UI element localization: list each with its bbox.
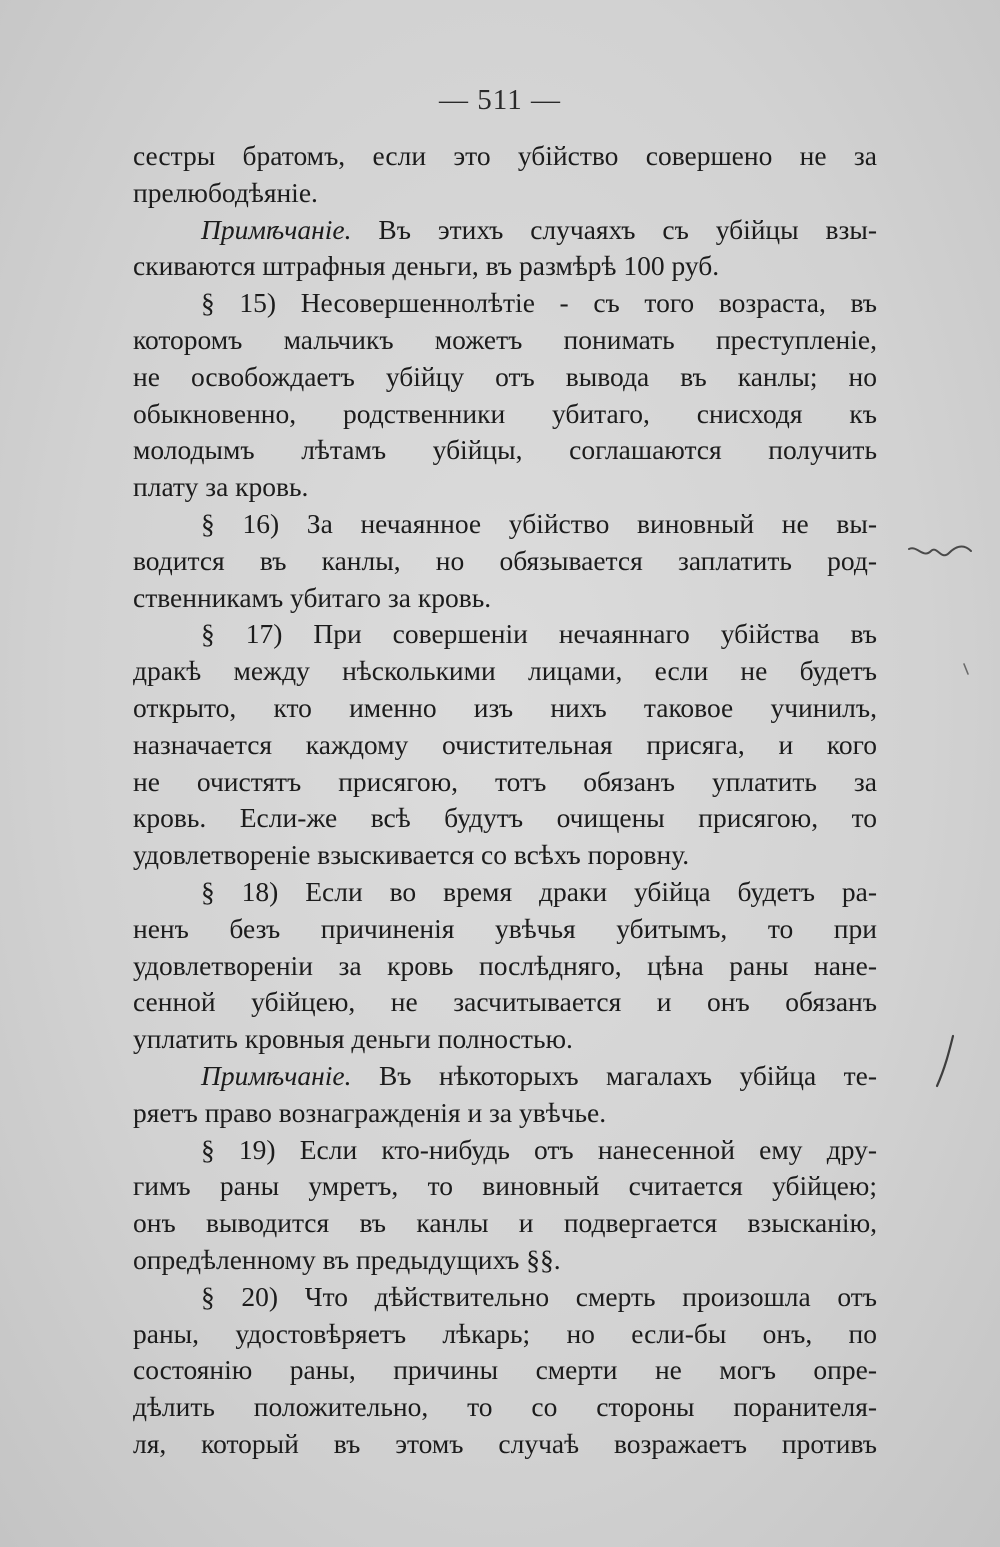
text-line — [133, 1205, 877, 1242]
text-line — [133, 469, 877, 506]
line-text: онъ выводится въ канлы и подвергается взысканію, — [133, 1207, 877, 1239]
line-text: § 18) Если во время драки убійца будетъ ра- — [201, 875, 877, 907]
line-text: кровь. Если-же всѣ будутъ очищены присягою, то — [133, 802, 877, 834]
text-line — [133, 690, 877, 727]
body-text — [133, 138, 877, 1463]
note-label: Примѣчаніе. — [201, 1059, 352, 1091]
text-line — [133, 948, 877, 985]
line-text: не освобождаетъ убійцу отъ вывода въ канлы; но — [133, 360, 877, 392]
line-text: назначается каждому очистительная присяга, и кого — [133, 728, 877, 760]
text-line — [133, 911, 877, 948]
line-text: не очистятъ присягою, тотъ обязанъ уплатить за — [133, 765, 877, 797]
text-line — [133, 1389, 877, 1426]
text-line — [133, 1058, 877, 1095]
line-text: ственникамъ убитаго за кровь. — [133, 581, 492, 613]
text-line — [133, 837, 877, 874]
line-text: обыкновенно, родственники убитаго, снисходя къ — [133, 397, 877, 429]
text-line — [133, 653, 877, 690]
line-text: Въ этихъ случаяхъ съ убійцы взы- — [351, 213, 877, 245]
note-label: Примѣчаніе. — [201, 213, 352, 245]
text-line — [133, 1352, 877, 1389]
text-line — [133, 1316, 877, 1353]
line-text: сестры братомъ, если это убійство совершено не за — [133, 140, 877, 171]
text-line — [133, 800, 877, 837]
line-text: которомъ мальчикъ можетъ понимать преступленіе, — [133, 323, 877, 355]
text-line — [133, 543, 877, 580]
line-text: дракѣ между нѣсколькими лицами, если не будетъ — [133, 655, 877, 687]
line-text: раны, удостовѣряетъ лѣкарь; но если-бы онъ, по — [133, 1317, 877, 1349]
line-text: ля, который въ этомъ случаѣ возражаетъ противъ — [133, 1427, 877, 1459]
text-line — [133, 248, 877, 285]
text-line — [133, 727, 877, 764]
text-line — [133, 285, 877, 322]
line-text: удовлетвореніи за кровь послѣдняго, цѣна раны нане- — [133, 949, 877, 981]
text-line — [133, 1242, 877, 1279]
line-text: сенной убійцею, не засчитывается и онъ обязанъ — [133, 986, 877, 1018]
line-text: опредѣленному въ предыдущихъ §§. — [133, 1243, 561, 1275]
line-text: водится въ канлы, но обязывается заплатить род- — [133, 544, 877, 576]
line-text: дѣлить положительно, то со стороны поранителя- — [133, 1391, 877, 1423]
text-line — [133, 359, 877, 396]
line-text: прелюбодѣяніе. — [133, 176, 318, 208]
line-text: открыто, кто именно изъ нихъ таковое учинилъ, — [133, 691, 877, 723]
pencil-mark-squiggle — [905, 535, 985, 575]
text-line — [133, 874, 877, 911]
text-line — [133, 175, 877, 212]
line-text: состоянію раны, причины смерти не могъ опре- — [133, 1354, 877, 1386]
line-text: скиваются штрафныя деньги, въ размѣрѣ 100 руб. — [133, 250, 720, 282]
text-line — [133, 322, 877, 359]
line-text: молодымъ лѣтамъ убійцы, соглашаются получить — [133, 434, 877, 466]
text-line — [133, 506, 877, 543]
line-text: § 19) Если кто-нибудь отъ нанесенной ему дру- — [201, 1133, 877, 1165]
line-text: § 17) При совершеніи нечаяннаго убійства въ — [201, 618, 877, 650]
line-text: § 20) Что дѣйствительно смерть произошла отъ — [201, 1280, 877, 1312]
pencil-mark-stroke — [925, 1030, 965, 1100]
text-line — [133, 212, 877, 249]
line-text: § 15) Несовершеннолѣтіе - съ того возраста, въ — [201, 287, 877, 319]
text-line — [133, 432, 877, 469]
text-line — [133, 1021, 877, 1058]
text-line — [133, 138, 877, 175]
page-number: — 511 — — [439, 84, 561, 116]
line-text: гимъ раны умретъ, то виновный считается убійцею; — [133, 1170, 877, 1202]
line-text: плату за кровь. — [133, 471, 309, 503]
line-text: Въ нѣкоторыхъ магалахъ убійца те- — [351, 1059, 877, 1091]
text-line — [133, 1095, 877, 1132]
text-line — [133, 1279, 877, 1316]
line-text: § 16) За нечаянное убійство виновный не вы- — [201, 507, 877, 539]
line-text: ряетъ право вознагражденія и за увѣчье. — [133, 1096, 607, 1128]
text-line — [133, 616, 877, 653]
text-line — [133, 580, 877, 617]
text-line — [133, 1426, 877, 1463]
text-line — [133, 1132, 877, 1169]
text-line — [133, 396, 877, 433]
text-line — [133, 1168, 877, 1205]
text-line — [133, 984, 877, 1021]
line-text: уплатить кровныя деньги полностью. — [133, 1023, 573, 1055]
pencil-mark-dot — [958, 660, 978, 680]
line-text: ненъ безъ причиненія увѣчья убитымъ, то при — [133, 912, 877, 944]
text-line — [133, 764, 877, 801]
line-text: удовлетвореніе взыскивается со всѣхъ поровну. — [133, 839, 690, 871]
